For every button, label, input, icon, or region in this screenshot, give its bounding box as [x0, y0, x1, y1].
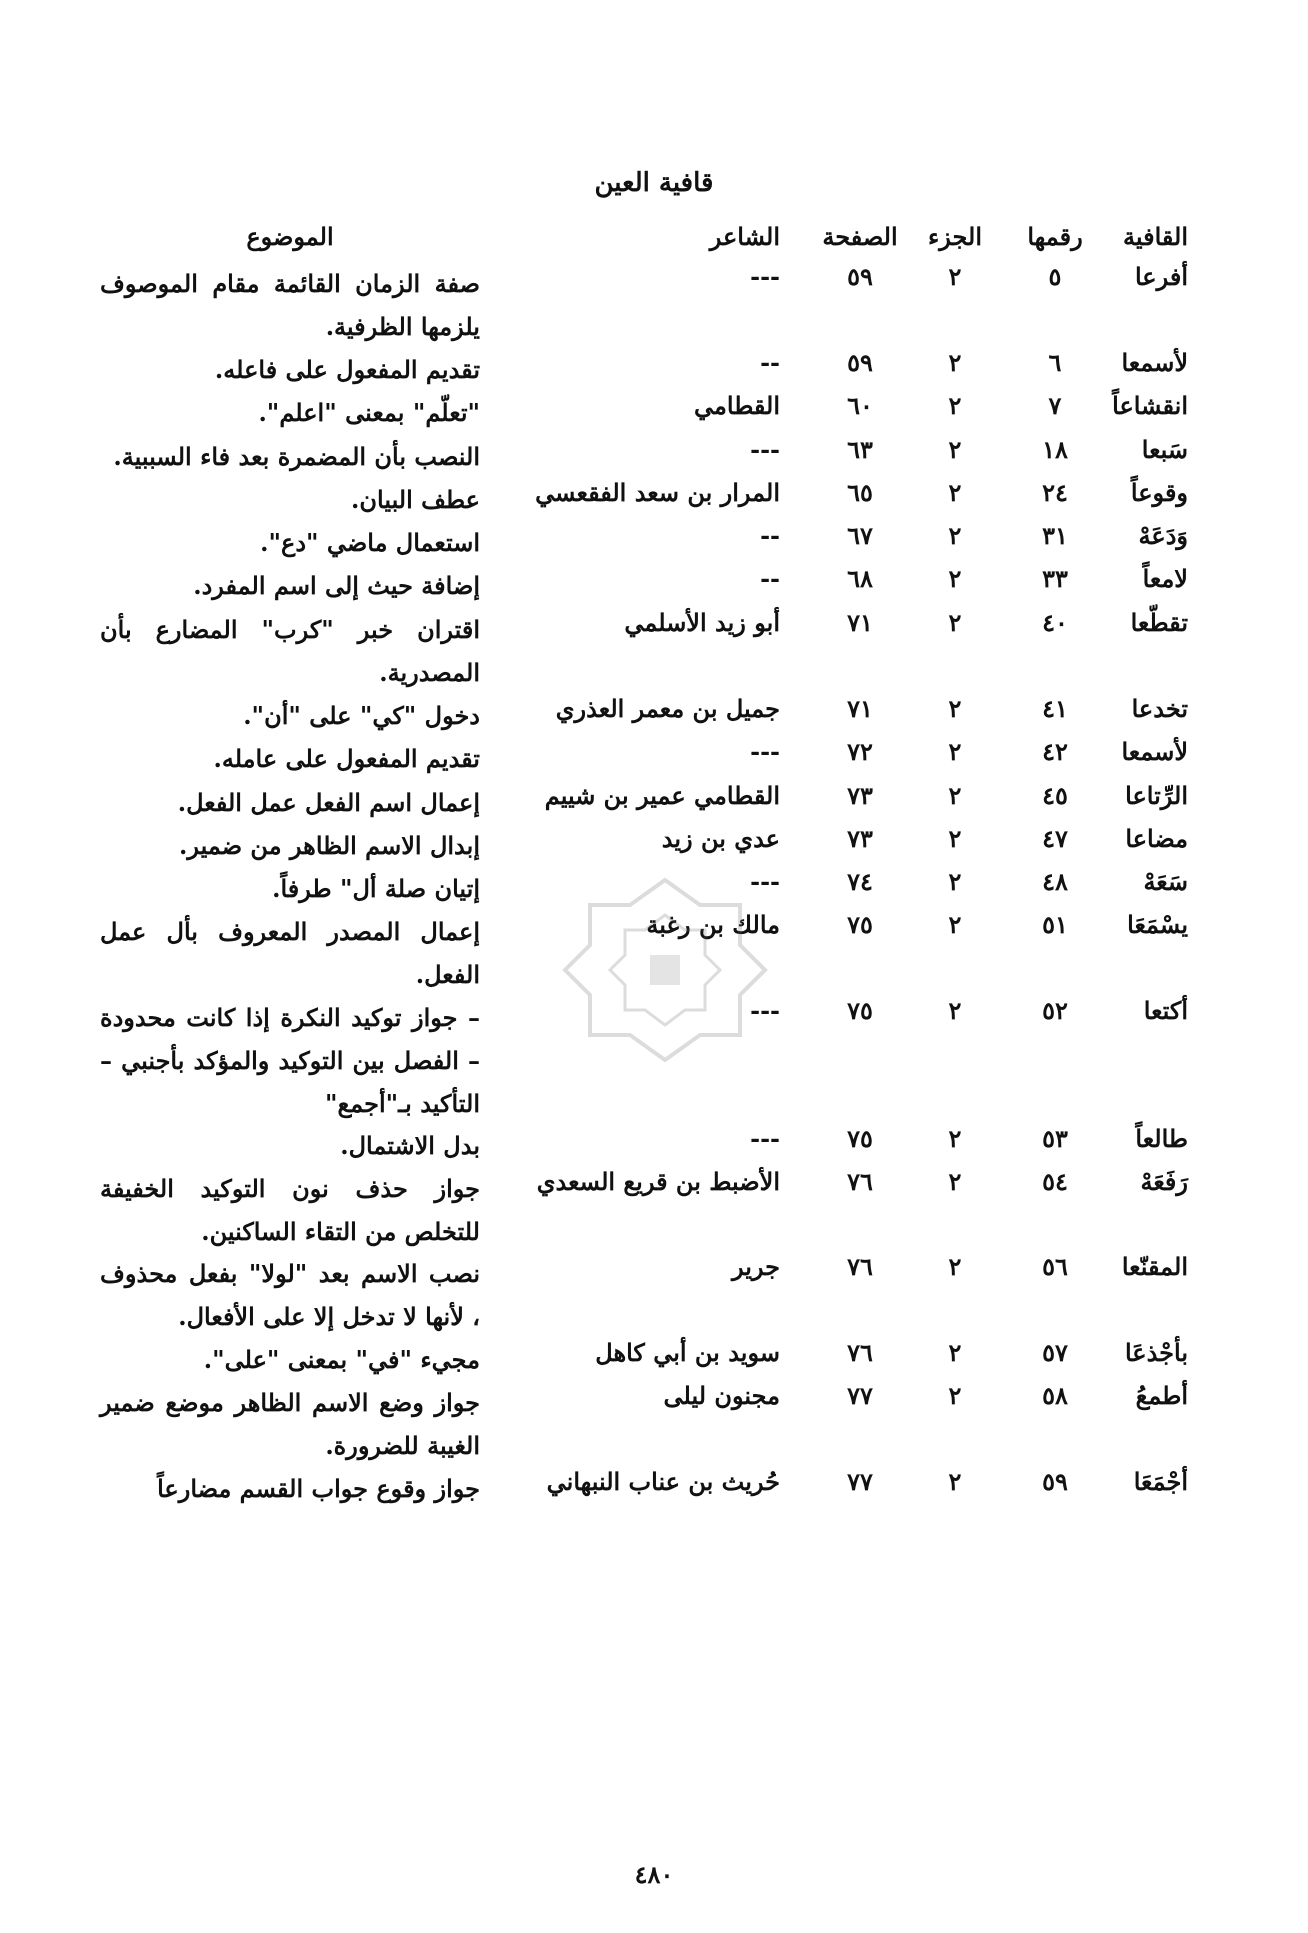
part-cell: ٢	[948, 1167, 962, 1196]
poet-cell: سويد بن أبي كاهل	[595, 1338, 780, 1367]
page-number: ٤٨٠	[634, 1860, 674, 1889]
part-cell: ٢	[948, 867, 962, 896]
header-rhyme: القافية	[1122, 222, 1188, 251]
page-cell: ٧٥	[847, 996, 873, 1025]
header-number: رقمها	[1027, 222, 1083, 251]
number-cell: ٥٧	[1042, 1338, 1068, 1367]
rhyme-cell: لأسمعا	[1121, 348, 1188, 377]
topic-cell: مجيء "في" بمعنى "على".	[203, 1345, 480, 1374]
part-cell: ٢	[948, 781, 962, 810]
rhyme-cell: سَعَهْ	[1143, 867, 1188, 896]
part-cell: ٢	[948, 1381, 962, 1410]
number-cell: ٤٢	[1042, 737, 1068, 766]
topic-cell: إضافة حيث إلى اسم المفرد.	[193, 571, 480, 600]
poet-cell: ---	[750, 867, 780, 896]
poet-cell: ---	[750, 435, 780, 464]
number-cell: ٣٣	[1042, 564, 1068, 593]
number-cell: ٤٥	[1042, 781, 1068, 810]
rhyme-cell: لامعاً	[1142, 564, 1188, 593]
number-cell: ٦	[1048, 348, 1062, 377]
poet-cell: --	[760, 564, 780, 593]
page-cell: ٦٧	[847, 521, 873, 550]
poet-cell: القطامي	[694, 391, 780, 420]
poet-cell: مجنون ليلى	[663, 1381, 780, 1410]
part-cell: ٢	[948, 1124, 962, 1153]
header-part: الجزء	[928, 222, 982, 251]
header-page: الصفحة	[822, 222, 898, 251]
header-poet: الشاعر	[709, 222, 780, 251]
page-cell: ٦٣	[847, 435, 873, 464]
topic-cell: إعمال المصدر المعروف بأل عمل الفعل.	[100, 917, 480, 989]
number-cell: ٥٤	[1042, 1167, 1068, 1196]
page-cell: ٧٥	[847, 910, 873, 939]
page-cell: ٧٦	[847, 1167, 873, 1196]
rhyme-cell: وقوعاً	[1130, 478, 1188, 507]
rhyme-cell: أجْمَعَا	[1133, 1467, 1188, 1496]
poet-cell: الأضبط بن قريع السعدي	[536, 1167, 780, 1196]
poet-cell: مالك بن رغبة	[646, 910, 780, 939]
section-title: قافية العين	[594, 168, 714, 198]
part-cell: ٢	[948, 737, 962, 766]
page-cell: ٧٧	[847, 1381, 873, 1410]
rhyme-cell: المقنّعا	[1121, 1252, 1188, 1281]
rhyme-cell: أطمعُ	[1135, 1381, 1188, 1410]
page-cell: ٧٦	[847, 1338, 873, 1367]
number-cell: ٤٨	[1042, 867, 1068, 896]
topic-cell: استعمال ماضي "دع".	[260, 528, 480, 557]
part-cell: ٢	[948, 1467, 962, 1496]
part-cell: ٢	[948, 824, 962, 853]
number-cell: ٧	[1048, 391, 1062, 420]
rhyme-cell: أفرعا	[1134, 262, 1188, 291]
topic-cell: تقديم المفعول على عامله.	[213, 744, 480, 773]
part-cell: ٢	[948, 478, 962, 507]
topic-cell: بدل الاشتمال.	[340, 1131, 480, 1160]
topic-cell: "تعلّم" بمعنى "اعلم".	[258, 398, 480, 427]
page-cell: ٧٣	[847, 824, 873, 853]
number-cell: ٥٩	[1042, 1467, 1068, 1496]
part-cell: ٢	[948, 608, 962, 637]
page-cell: ٦٥	[847, 478, 873, 507]
topic-cell: إعمال اسم الفعل عمل الفعل.	[177, 788, 480, 817]
number-cell: ٤٠	[1042, 608, 1068, 637]
number-cell: ٣١	[1042, 521, 1068, 550]
rhyme-cell: يسْمَعَا	[1127, 910, 1188, 939]
part-cell: ٢	[948, 1338, 962, 1367]
rhyme-cell: طالعاً	[1135, 1124, 1188, 1153]
part-cell: ٢	[948, 521, 962, 550]
page-cell: ٧٥	[847, 1124, 873, 1153]
part-cell: ٢	[948, 348, 962, 377]
poet-cell: جميل بن معمر العذري	[555, 694, 780, 723]
poet-cell: جرير	[732, 1252, 780, 1281]
topic-cell: النصب بأن المضمرة بعد فاء السببية.	[113, 442, 480, 471]
rhyme-cell: بأجْذعَا	[1124, 1338, 1188, 1367]
page-cell: ٧٧	[847, 1467, 873, 1496]
page-cell: ٦٠	[847, 391, 873, 420]
topic-cell: – جواز توكيد النكرة إذا كانت محدودة – الفصل بين التوكيد والمؤكد بأجنبي – التأكيد بـ"أجمع"	[100, 1003, 480, 1118]
number-cell: ٥١	[1042, 910, 1068, 939]
poet-cell: ---	[750, 737, 780, 766]
part-cell: ٢	[948, 262, 962, 291]
topic-cell: صفة الزمان القائمة مقام الموصوف يلزمها الظرفية.	[100, 269, 480, 341]
topic-cell: إبدال الاسم الظاهر من ضمير.	[178, 831, 480, 860]
rhyme-cell: رَفَعَهْ	[1140, 1167, 1188, 1196]
part-cell: ٢	[948, 564, 962, 593]
rhyme-cell: لأسمعا	[1121, 737, 1188, 766]
topic-cell: جواز حذف نون التوكيد الخفيفة للتخلص من التقاء الساكنين.	[100, 1174, 480, 1246]
number-cell: ٥	[1048, 262, 1062, 291]
rhyme-cell: مضاعا	[1125, 824, 1188, 853]
poet-cell: المرار بن سعد الفقعسي	[535, 478, 780, 507]
number-cell: ٥٣	[1042, 1124, 1068, 1153]
poet-cell: عدي بن زيد	[661, 824, 780, 853]
number-cell: ٥٢	[1042, 996, 1068, 1025]
poet-cell: حُريث بن عناب النبهاني	[546, 1467, 780, 1496]
topic-cell: اقتران خبر "كرب" المضارع بأن المصدرية.	[100, 615, 480, 687]
poet-cell: --	[760, 348, 780, 377]
page-cell: ٧٢	[847, 737, 873, 766]
topic-cell: دخول "كي" على "أن".	[243, 701, 480, 730]
rhyme-cell: أكتعا	[1143, 996, 1188, 1025]
topic-cell: تقديم المفعول على فاعله.	[214, 355, 480, 384]
part-cell: ٢	[948, 910, 962, 939]
header-topic: الموضوع	[246, 222, 334, 251]
topic-cell: نصب الاسم بعد "لولا" بفعل محذوف ، لأنها لا تدخل إلا على الأفعال.	[100, 1259, 480, 1331]
page-cell: ٧٤	[847, 867, 873, 896]
page-cell: ٥٩	[847, 348, 873, 377]
page-cell: ٧١	[847, 608, 873, 637]
page-cell: ٧٦	[847, 1252, 873, 1281]
page-cell: ٧١	[847, 694, 873, 723]
number-cell: ١٨	[1042, 435, 1068, 464]
rhyme-cell: الرِّتاعا	[1125, 781, 1188, 810]
number-cell: ٢٤	[1042, 478, 1068, 507]
number-cell: ٤٧	[1042, 824, 1068, 853]
number-cell: ٤١	[1042, 694, 1068, 723]
rhyme-cell: انقشاعاً	[1112, 391, 1188, 420]
part-cell: ٢	[948, 694, 962, 723]
poet-cell: القطامي عمير بن شييم	[544, 781, 780, 810]
topic-cell: إتيان صلة أل" طرفاً.	[272, 874, 480, 903]
rhyme-cell: وَدَعَهْ	[1138, 521, 1188, 550]
poet-cell: ---	[750, 996, 780, 1025]
part-cell: ٢	[948, 435, 962, 464]
rhyme-cell: تقطّعا	[1130, 608, 1188, 637]
poet-cell: ---	[750, 262, 780, 291]
number-cell: ٥٦	[1042, 1252, 1068, 1281]
page-cell: ٧٣	[847, 781, 873, 810]
topic-cell: عطف البيان.	[351, 485, 480, 514]
rhyme-cell: تخدعا	[1131, 694, 1188, 723]
part-cell: ٢	[948, 996, 962, 1025]
rhyme-cell: سَبعا	[1141, 435, 1188, 464]
poet-cell: ---	[750, 1124, 780, 1153]
page-cell: ٥٩	[847, 262, 873, 291]
number-cell: ٥٨	[1042, 1381, 1068, 1410]
poet-cell: --	[760, 521, 780, 550]
part-cell: ٢	[948, 1252, 962, 1281]
page-cell: ٦٨	[847, 564, 873, 593]
poet-cell: أبو زيد الأسلمي	[624, 608, 780, 637]
part-cell: ٢	[948, 391, 962, 420]
topic-cell: جواز وقوع جواب القسم مضارعاً	[157, 1474, 480, 1503]
topic-cell: جواز وضع الاسم الظاهر موضع ضمير الغيبة للضرورة.	[100, 1388, 480, 1460]
